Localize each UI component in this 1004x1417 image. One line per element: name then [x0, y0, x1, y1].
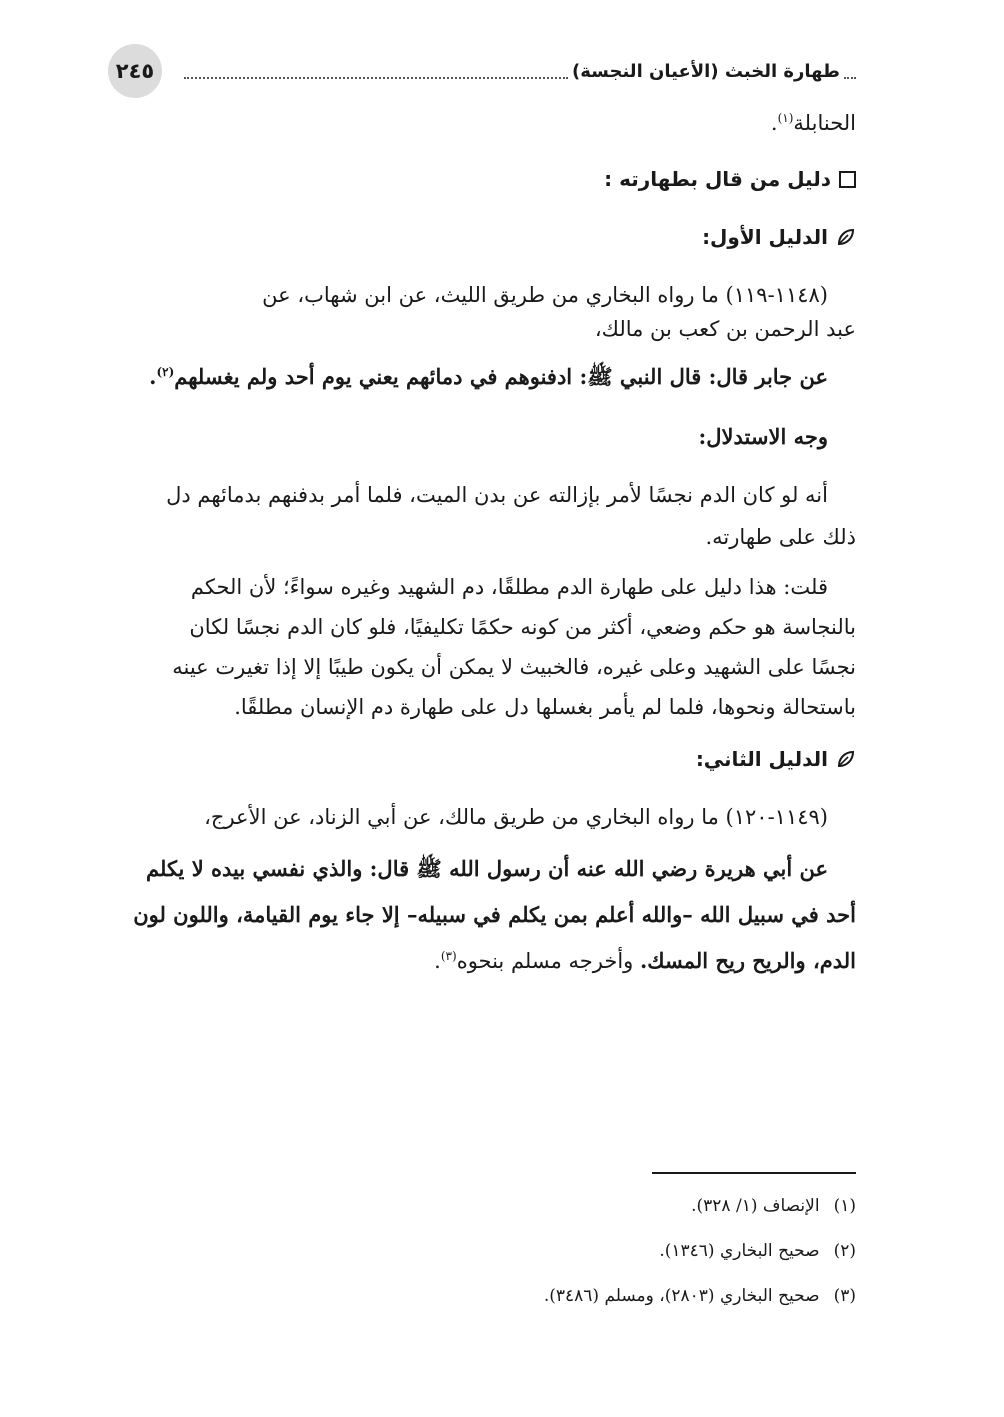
text-line: (١١٤٨-١١٩) ما رواه البخاري من طريق الليث، عن ابن شهاب، عن	[262, 283, 828, 307]
footnote-text: صحيح البخاري (١٣٤٦).	[659, 1241, 820, 1261]
dotted-leader-right	[844, 77, 856, 79]
text-line: باستحالة ونحوها، فلما لم يأمر بغسلها دل على طهارة دم الإنسان مطلقًا.	[234, 695, 856, 719]
footnote-separator	[652, 1172, 856, 1174]
paragraph-qult	[112, 570, 856, 724]
text-line	[112, 944, 856, 978]
running-title: طهارة الخبث (الأعيان النجسة)	[572, 60, 840, 82]
footnote-number: (٣)	[833, 1286, 856, 1306]
running-title-row	[184, 54, 856, 88]
text-line: عبد الرحمن بن كعب بن مالك،	[594, 317, 856, 341]
footnotes	[112, 1194, 856, 1329]
footnote-text: الإنصاف (١/ ٣٢٨).	[691, 1196, 820, 1216]
leaf-icon	[836, 227, 856, 247]
hadith-1-text	[112, 360, 856, 394]
footnote-text: صحيح البخاري (٢٨٠٣)، ومسلم (٣٤٨٦).	[543, 1286, 820, 1306]
footnote-ref: (٣)	[440, 949, 457, 963]
footnote-item	[112, 1284, 856, 1308]
heading-first-evidence	[112, 220, 856, 254]
text-run: .	[434, 949, 441, 973]
text-run: .	[770, 111, 778, 135]
text-run: الدم، والريح ريح المسك.	[640, 948, 856, 973]
heading-evidence-purity	[112, 162, 856, 196]
heading-text: الدليل الثاني:	[695, 747, 828, 771]
page-header	[108, 44, 856, 100]
footnote-number: (٢)	[833, 1241, 856, 1261]
checkbox-icon	[839, 171, 856, 188]
page-number: ٢٤٥	[108, 44, 162, 98]
footnote-item	[112, 1239, 856, 1263]
text-line: بالنجاسة هو حكم وضعي، أكثر من كونه حكمًا تكليفيًا، فلو كان الدم نجسًا لكان	[189, 615, 856, 639]
footnote-number: (١)	[833, 1196, 856, 1216]
hadith-2	[112, 800, 856, 978]
heading-text: دليل من قال بطهارته :	[604, 167, 831, 191]
paragraph-hanabila	[112, 106, 856, 140]
hadith-1-isnad	[112, 278, 856, 346]
footnote-item	[112, 1194, 856, 1218]
text-line: (١١٤٩-١٢٠) ما رواه البخاري من طريق مالك، عن أبي الزناد، عن الأعرج،	[204, 805, 828, 829]
text-line: ذلك على طهارته.	[705, 525, 856, 549]
text-run: عن جابر قال: قال النبي ﷺ: ادفنوهم في دمائهم يعني يوم أحد ولم يغسلهم	[174, 364, 828, 389]
text-line: نجسًا على الشهيد وعلى غيره، فالخبيث لا يمكن أن يكون طيبًا إلا إذا تغيرت عينه	[172, 655, 856, 679]
text-line: قلت: هذا دليل على طهارة الدم مطلقًا، دم الشهيد وغيره سواءً؛ لأن الحكم	[190, 575, 828, 599]
footnote-ref: (٢)	[156, 365, 175, 379]
text-line: أحد في سبيل الله –والله أعلم بمن يكلم في سبيله– إلا جاء يوم القيامة، واللون لون	[133, 902, 856, 927]
dotted-leader-left	[184, 77, 568, 79]
footnote-ref: (١)	[777, 111, 794, 125]
text-run: وأخرجه مسلم بنحوه	[456, 949, 640, 973]
paragraph-wajh	[112, 478, 856, 554]
heading-text: الدليل الأول:	[702, 225, 828, 249]
text-line: أنه لو كان الدم نجسًا لأمر بإزالته عن بدن الميت، فلما أمر بدفنهم بدمائهم دل	[166, 483, 828, 507]
main-text	[112, 106, 856, 992]
text-run: الحنابلة	[793, 111, 856, 135]
heading-istidlal: وجه الاستدلال:	[698, 424, 828, 449]
heading-second-evidence	[112, 742, 856, 776]
text-run: .	[149, 364, 157, 389]
leaf-icon	[836, 749, 856, 769]
text-line: عن أبي هريرة رضي الله عنه أن رسول الله ﷺ قال: والذي نفسي بيده لا يكلم	[146, 856, 828, 881]
